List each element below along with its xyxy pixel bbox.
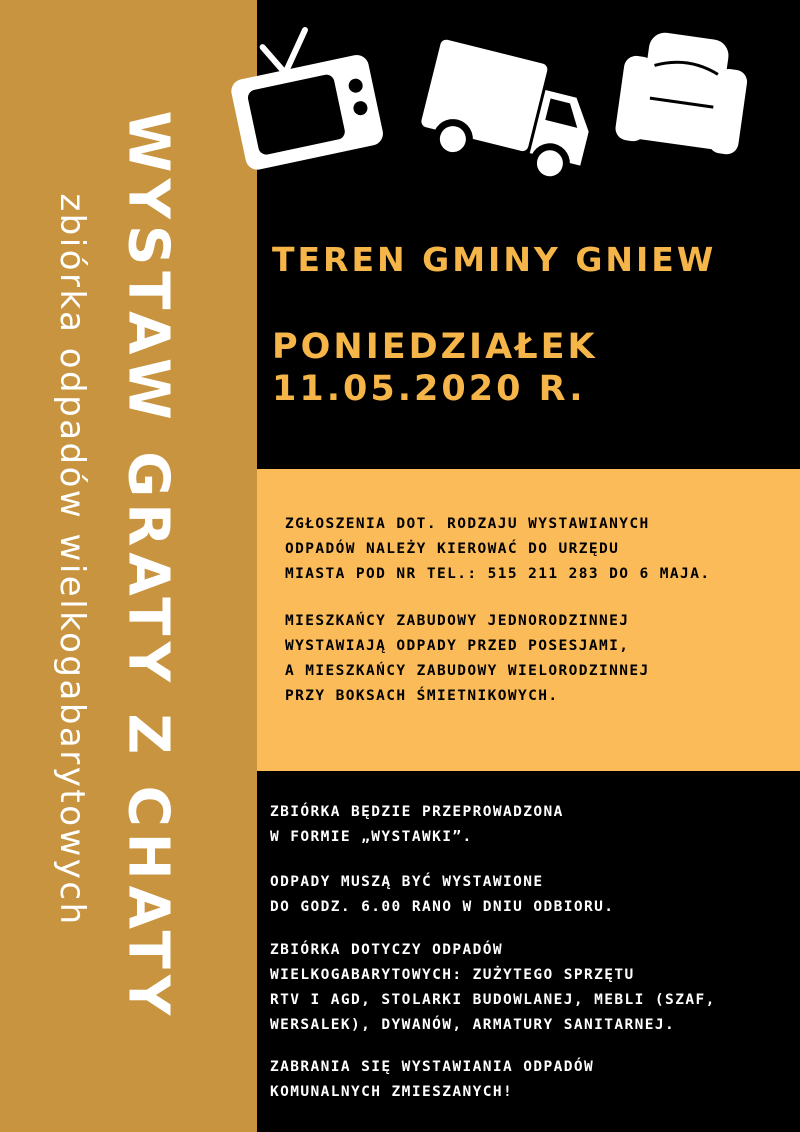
sidebar-panel — [0, 0, 257, 1132]
rules-paragraph-deadline: ODPADY MUSZĄ BYĆ WYSTAWIONE DO GODZ. 6.00 RANO W DNIU ODBIORU. — [270, 874, 615, 915]
truck-icon — [405, 26, 605, 201]
area-heading: TEREN GMINY GNIEW — [272, 240, 717, 279]
armchair-icon — [615, 28, 755, 158]
day-heading: PONIEDZIAŁEK — [272, 327, 598, 367]
date-heading: 11.05.2020 R. — [272, 369, 586, 409]
icon-row — [257, 0, 800, 210]
notice-paragraph-reporting: ZGŁOSZENIA DOT. RODZAJU WYSTAWIANYCH ODPADÓW NALEŻY KIEROWAĆ DO URZĘDU MIASTA POD NR TEL.: 515 211 283 DO 6 MAJA. — [285, 516, 711, 582]
vertical-subtitle: zbiórka odpadów wielkogabarytowych — [52, 193, 92, 927]
notice-paragraph-placement: MIESZKAŃCY ZABUDOWY JEDNORODZINNEJ WYSTAWIAJĄ ODPADY PRZED POSESJAMI, A MIESZKAŃCY ZABUDOWY WIELORODZINNEJ PRZY BOKSACH ŚMIETNIKOWYCH. — [285, 613, 650, 704]
rules-paragraph-form: ZBIÓRKA BĘDZIE PRZEPROWADZONA W FORMIE „WYSTAWKI”. — [270, 804, 564, 845]
rules-paragraph-prohibition: ZABRANIA SIĘ WYSTAWIANIA ODPADÓW KOMUNALNYCH ZMIESZANYCH! — [270, 1059, 595, 1100]
vertical-title: WYSTAW GRATY Z CHATY — [115, 110, 181, 1022]
rules-paragraph-scope: ZBIÓRKA DOTYCZY ODPADÓW WIELKOGABARYTOWYCH: ZUŻYTEGO SPRZĘTU RTV I AGD, STOLARKI BUDOWLANEJ, MEBLI (SZAF, WERSALEK), DYWANÓW, ARMATURY SANITARNEJ. — [270, 942, 716, 1033]
tv-icon — [222, 22, 387, 172]
